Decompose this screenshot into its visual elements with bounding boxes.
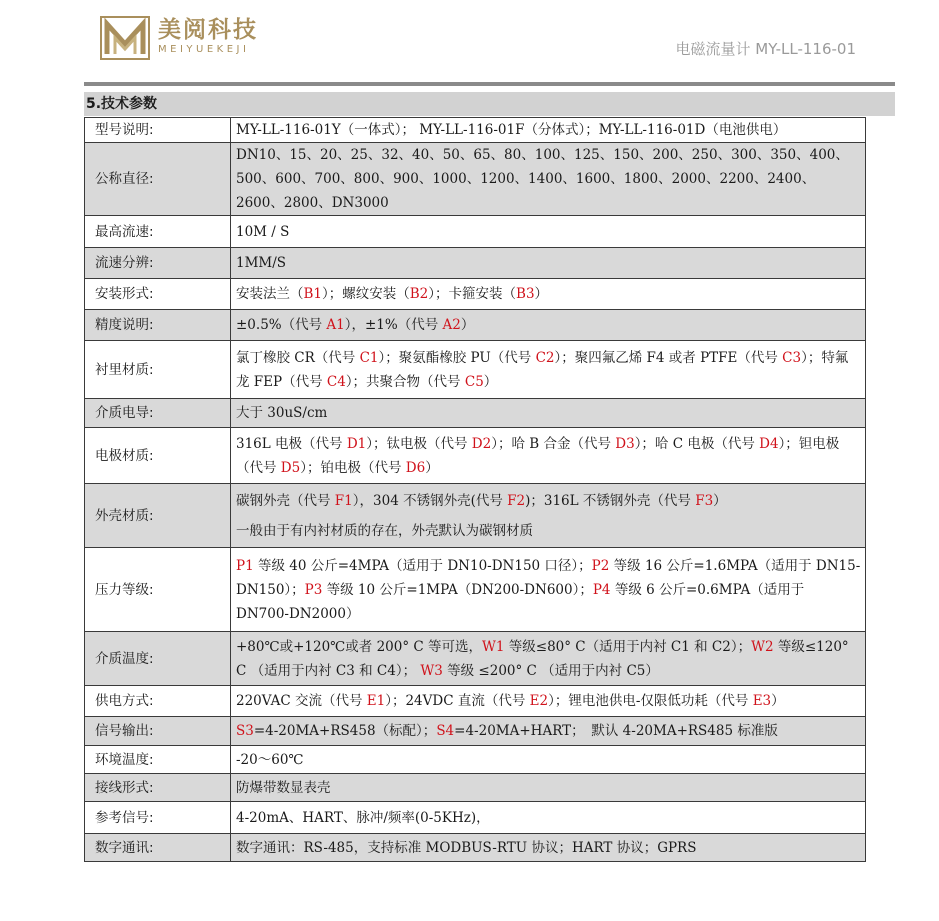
option-code: D4 [759,435,779,452]
table-row [85,248,866,279]
spec-table [84,117,866,862]
spec-text: 等级≤120° C （适用于内衬 C3 和 C4）； [236,638,849,679]
spec-text: ），±1%（代号 [344,317,443,333]
spec-label: 电极材质: [85,428,231,484]
spec-label: 衬里材质: [85,341,231,399]
option-code: W1 [482,638,505,655]
spec-text: ） [483,373,498,390]
table-row [85,548,866,632]
table-row [85,686,866,717]
spec-label: 介质温度: [85,632,231,686]
option-code: E3 [752,693,772,709]
option-code: S3 [236,723,254,739]
option-code: P1 [236,557,254,574]
spec-value [231,548,866,632]
table-row [85,216,866,248]
spec-value: 数字通讯：RS-485，支持标准 MODBUS-RTU 协议；HART 协议；GPRS [231,834,866,862]
spec-value [231,484,866,548]
spec-label: 数字通讯: [85,834,231,862]
spec-text: ）；24VDC 直流（代号 [385,693,530,709]
header-divider [84,82,895,86]
option-code: B1 [303,286,323,302]
option-code: F2 [507,492,526,509]
spec-label: 精度说明: [85,310,231,341]
spec-text: =4-20MA+HART； 默认 4-20MA+RS485 标准版 [454,723,778,739]
spec-text: ）；聚氨酯橡胶 PU（代号 [378,349,536,366]
option-code: P2 [591,557,610,574]
spec-value [231,279,866,310]
spec-label: 外壳材质: [85,484,231,548]
spec-text: 等级 40 公斤=4MPA（适用于 DN10-DN150 口径）； [253,557,592,574]
spec-text: ）；钽电极（代号 [236,435,840,476]
spec-value: 防爆带数显表壳 [231,774,866,802]
option-code: C1 [359,349,379,366]
document-title: 电磁流量计 MY-LL-116-01 [675,40,856,58]
option-code: C3 [782,349,802,366]
spec-value: 1MM/S [231,248,866,279]
spec-label: 流速分辨: [85,248,231,279]
page-header [0,0,939,92]
option-code: F3 [695,492,714,509]
brand-name-en: MEIYUEKEJI [158,44,250,55]
table-row [85,279,866,310]
spec-label: 信号输出: [85,717,231,746]
option-code: C4 [326,373,346,390]
spec-text: ）；螺纹安装（ [322,286,410,302]
spec-text: 等级 16 公斤=1.6MPA（适用于 DN15-DN150）； [236,557,861,598]
option-code: B2 [409,286,429,302]
spec-value [231,341,866,399]
spec-value [231,310,866,341]
option-code: F1 [334,492,353,509]
spec-label: 介质电导: [85,399,231,428]
spec-label: 最高流速: [85,216,231,248]
option-code: D5 [280,459,301,476]
option-code: W3 [420,662,443,679]
spec-text: 安装法兰（ [236,286,304,302]
table-row [85,310,866,341]
option-code: D1 [346,435,367,452]
table-row [85,632,866,686]
section-title: 5.技术参数 [84,92,895,116]
spec-text: ）；卡箍安装（ [428,286,517,302]
table-row [85,484,866,548]
table-row [85,834,866,862]
table-row [85,143,866,216]
spec-value: 4-20mA、HART、脉冲/频率(0-5KHz)， [231,802,866,834]
option-code: C5 [464,373,484,390]
spec-label: 参考信号: [85,802,231,834]
spec-label: 公称直径: [85,143,231,216]
brand-logo [100,16,258,60]
spec-value: MY-LL-116-01Y（一体式）； MY-LL-116-01F（分体式）；MY-LL-116-01D（电池供电） [231,118,866,143]
spec-text: )；316L 不锈钢外壳（代号 [525,492,696,509]
option-code: P4 [592,581,611,598]
table-row [85,341,866,399]
table-row [85,802,866,834]
table-row [85,746,866,774]
option-code: A2 [442,317,461,333]
spec-text: ） [771,693,785,709]
spec-text: ）；共聚合物（代号 [345,373,465,390]
option-code: W2 [751,638,774,655]
spec-text: ）；钛电极（代号 [366,435,472,452]
spec-text: 等级 ≤200° C （适用于内衬 C5） [442,662,659,679]
option-code: C2 [535,349,555,366]
spec-value: -20～60℃ [231,746,866,774]
spec-text: ）；聚四氟乙烯 F4 或者 PTFE（代号 [554,349,783,366]
table-row [85,717,866,746]
spec-label: 环境温度: [85,746,231,774]
spec-value [231,632,866,686]
spec-text: 等级 6 公斤=0.6MPA（适用于 DN700-DN2000） [236,581,805,622]
option-code: D6 [405,459,426,476]
spec-text: ）；铂电极（代号 [300,459,406,476]
spec-text: ） [534,286,549,302]
spec-text: ）；哈 C 电极（代号 [634,435,760,452]
spec-text: ）；哈 B 合金（代号 [491,435,616,452]
option-code: E2 [529,693,549,709]
spec-value: 大于 30uS/cm [231,399,866,428]
spec-text: 220VAC 交流（代号 [236,693,367,709]
spec-value: 10M / S [231,216,866,248]
spec-text: ） [713,492,727,509]
spec-text: ） [425,459,439,476]
table-row [85,774,866,802]
spec-text: ） [460,317,475,333]
spec-text: ），304 不锈钢外壳(代号 [352,492,508,509]
option-code: A1 [326,317,345,333]
spec-text: ）；锂电池供电-仅限低功耗（代号 [548,693,753,709]
spec-label: 安装形式: [85,279,231,310]
spec-label: 型号说明: [85,118,231,143]
option-code: D2 [471,435,492,452]
spec-value [231,428,866,484]
spec-value: DN10、15、20、25、32、40、50、65、80、100、125、150、200、250、300、350、400、500、600、700、800、900、1000、1200、1400、1600、1800、2000、2200、2400、2600、2800、DN3000 [231,143,866,216]
spec-value [231,686,866,717]
spec-text: 等级 10 公斤=1MPA（DN200-DN600）； [322,581,593,598]
brand-monogram-icon [100,16,150,60]
option-code: B3 [516,286,535,302]
spec-value [231,717,866,746]
option-code: P3 [304,581,323,598]
brand-name-cn: 美阅科技 [158,17,258,43]
spec-note: 一般由于有内衬材质的存在，外壳默认为碳钢材质 [236,522,533,539]
table-row [85,428,866,484]
spec-label: 供电方式: [85,686,231,717]
spec-text: ）；特氟龙 FEP（代号 [236,349,849,390]
spec-text: 氯丁橡胶 CR（代号 [236,349,360,366]
table-row [85,118,866,143]
spec-text: 等级≤80° C（适用于内衬 C1 和 C2）； [504,638,752,655]
spec-label: 压力等级: [85,548,231,632]
table-row [85,399,866,428]
spec-text: +80℃或+120℃或者 200° C 等可选， [236,638,482,655]
spec-label: 接线形式: [85,774,231,802]
spec-text: =4-20MA+RS458（标配）； [253,723,437,739]
option-code: D3 [615,435,635,452]
spec-text: 316L 电极（代号 [236,435,347,452]
option-code: S4 [436,723,455,739]
spec-text: ±0.5%（代号 [236,317,327,333]
spec-text: 碳钢外壳（代号 [236,492,335,509]
option-code: E1 [366,693,386,709]
